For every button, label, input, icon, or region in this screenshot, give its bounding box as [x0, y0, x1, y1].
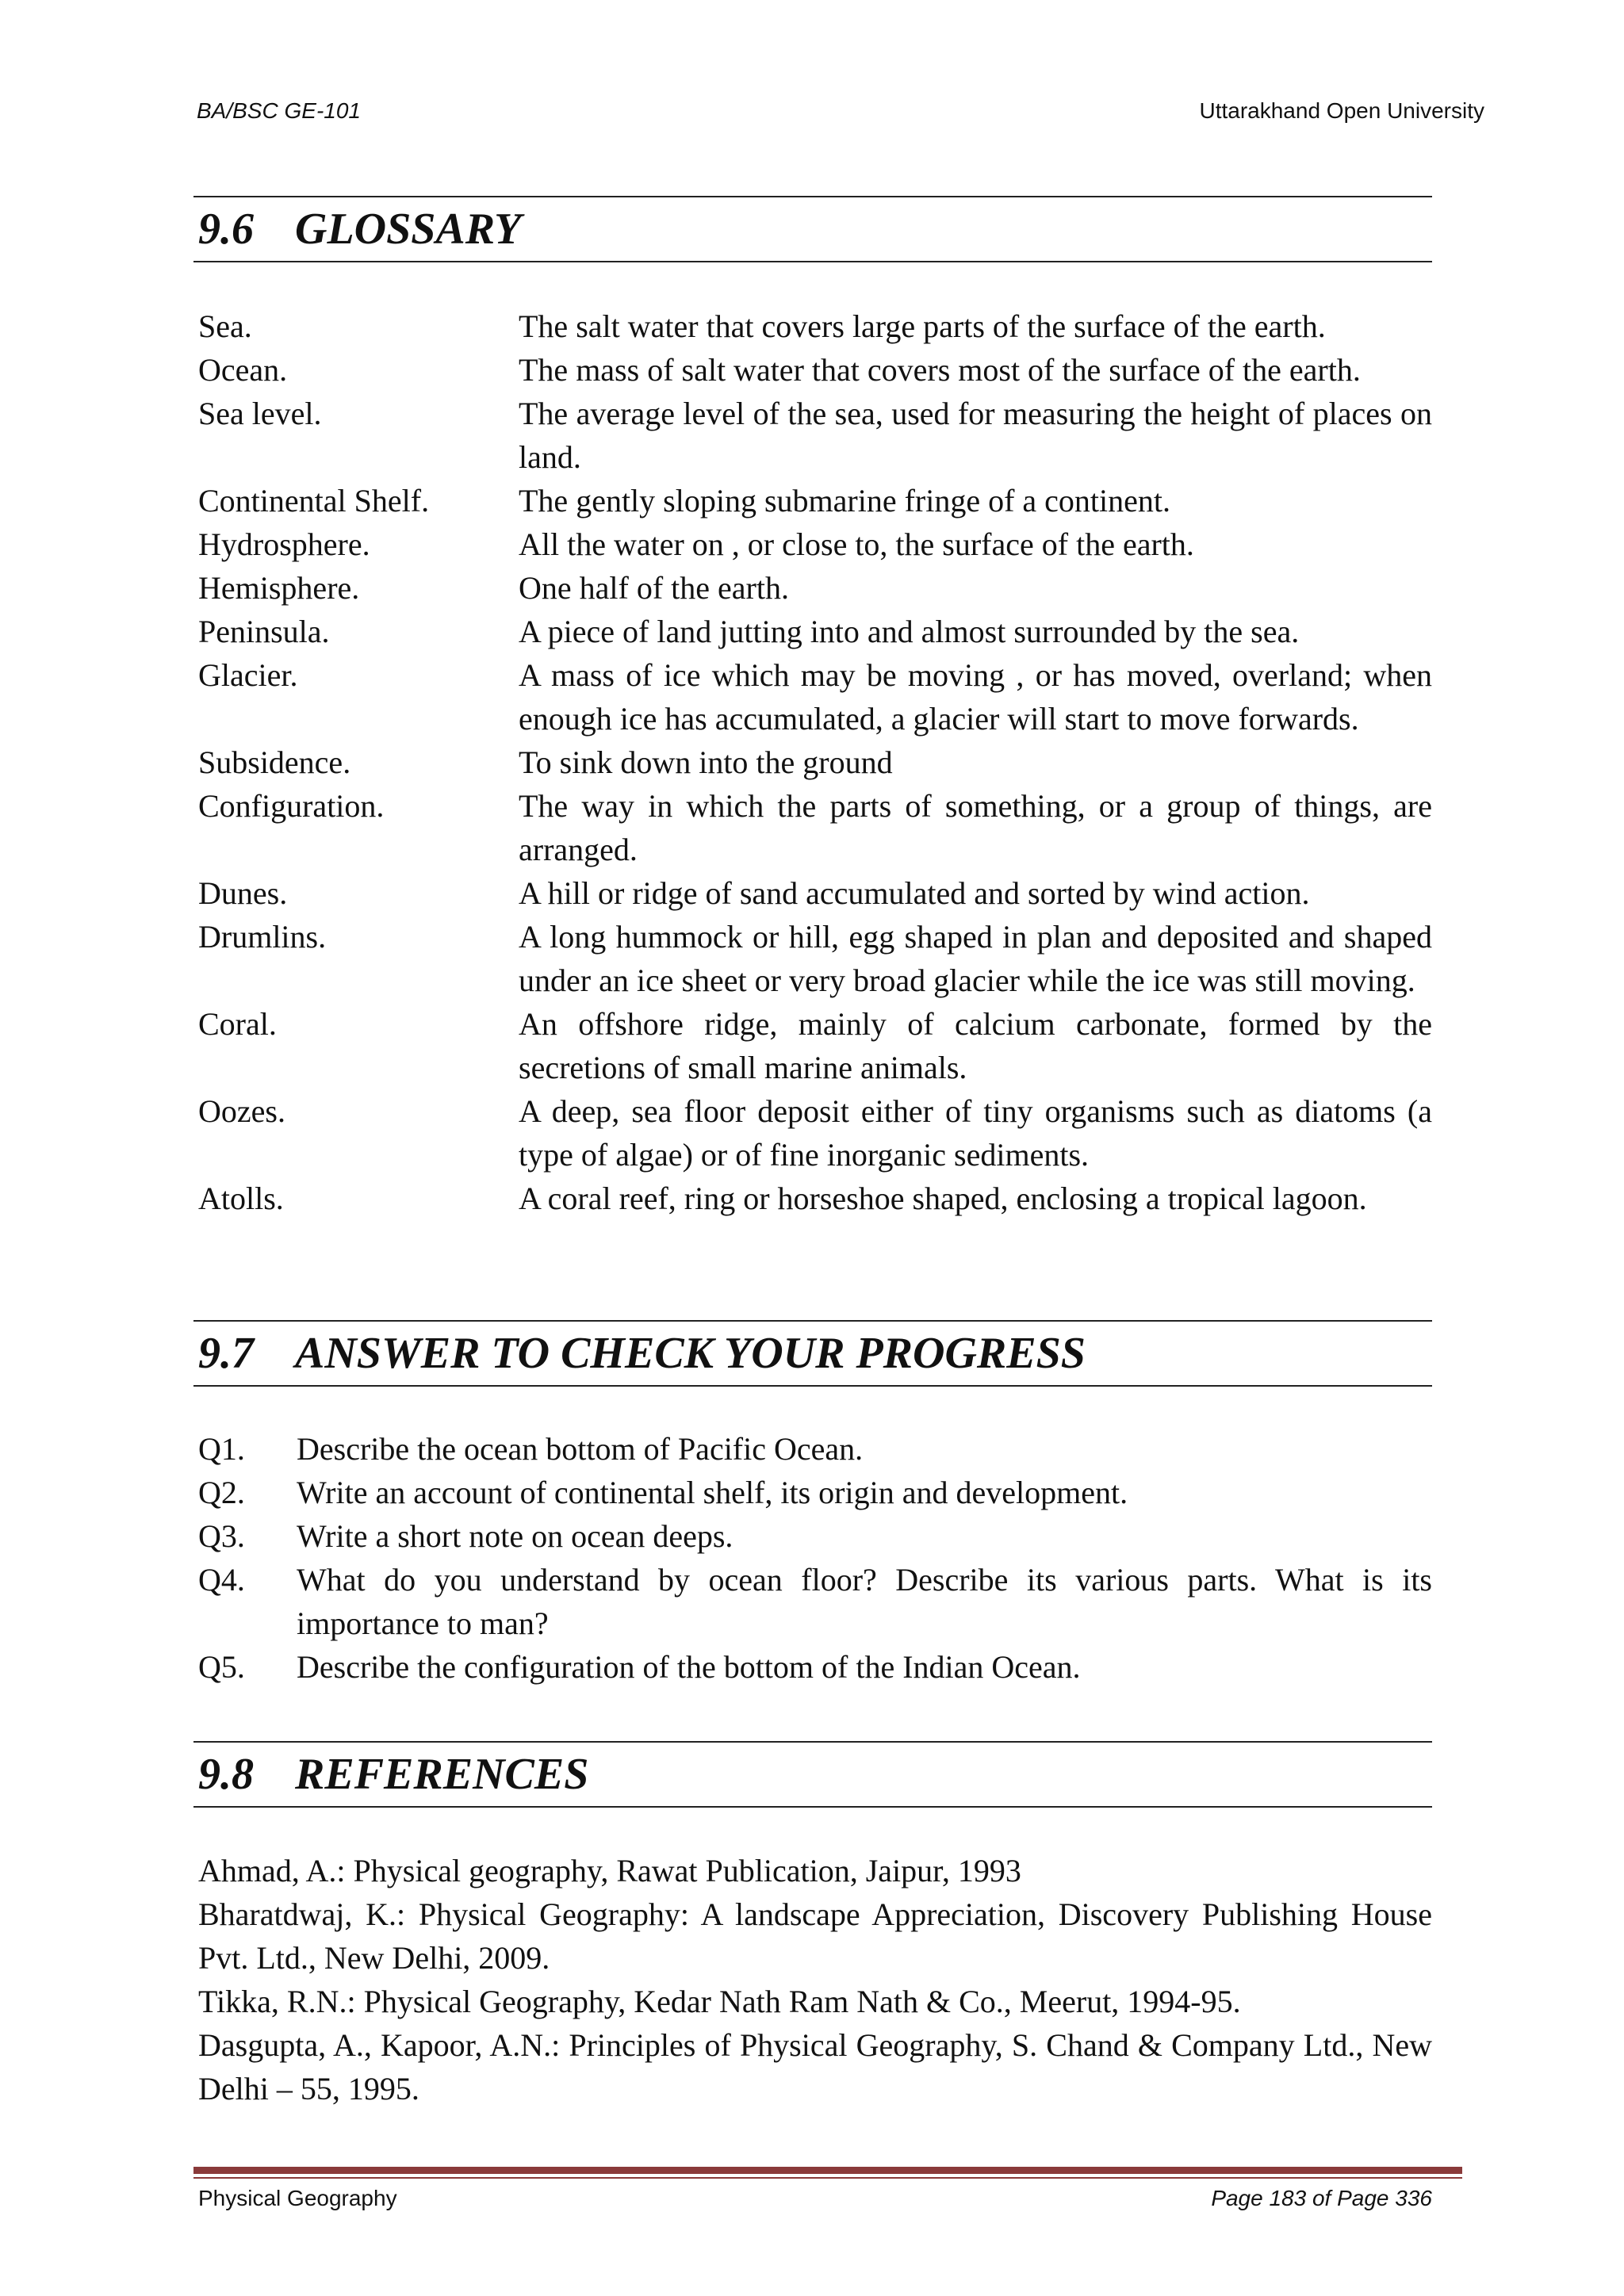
question-text: Write a short note on ocean deeps.: [297, 1518, 733, 1554]
question-text: Describe the ocean bottom of Pacific Ocean.: [297, 1431, 864, 1467]
reference-item: Ahmad, A.: Physical geography, Rawat Publication, Jaipur, 1993: [198, 1853, 1021, 1888]
glossary-term: Hemisphere.: [198, 570, 360, 606]
glossary-definition: One half of the earth.: [519, 570, 789, 606]
question-text: What do you understand by ocean floor? Describe its various parts. What is its importance to man?: [297, 1562, 1432, 1641]
glossary-definition: An offshore ridge, mainly of calcium carbonate, formed by the secretions of small marine animals.: [519, 1006, 1432, 1085]
glossary-list: [198, 304, 1432, 1220]
glossary-definition: A mass of ice which may be moving , or has moved, overland; when enough ice has accumulated, a glacier will start to move forwards.: [519, 657, 1432, 737]
question-item: [198, 1645, 1432, 1689]
section-title: REFERENCES: [295, 1750, 589, 1799]
section-heading-glossary: [193, 196, 1432, 262]
reference-item: Bharatdwaj, K.: Physical Geography: A landscape Appreciation, Discovery Publishing House Pvt. Ltd., New Delhi, 2009.: [198, 1896, 1432, 1976]
reference-list: [198, 1849, 1432, 2110]
university-name: Uttarakhand Open University: [1199, 98, 1484, 123]
question-item: [198, 1427, 1432, 1471]
question-label: Q3.: [198, 1518, 245, 1554]
section-heading-references: [193, 1741, 1432, 1808]
glossary-definition: A coral reef, ring or horseshoe shaped, enclosing a tropical lagoon.: [519, 1181, 1367, 1216]
section-number: 9.8: [198, 1750, 254, 1799]
glossary-entry: [198, 1002, 1432, 1089]
glossary-term: Atolls.: [198, 1181, 284, 1216]
glossary-definition: A piece of land jutting into and almost surrounded by the sea.: [519, 614, 1300, 649]
glossary-entry: [198, 610, 1432, 653]
glossary-definition: All the water on , or close to, the surface of the earth.: [519, 526, 1194, 562]
course-code: BA/BSC GE-101: [197, 98, 361, 123]
question-item: [198, 1514, 1432, 1558]
glossary-definition: The gently sloping submarine fringe of a continent.: [519, 483, 1171, 519]
question-item: [198, 1558, 1432, 1645]
glossary-definition: The mass of salt water that covers most of the surface of the earth.: [519, 352, 1361, 388]
footer-rule: [193, 2167, 1462, 2174]
glossary-term: Sea level.: [198, 396, 322, 431]
footer-rule-thin: [193, 2177, 1462, 2179]
glossary-term: Drumlins.: [198, 919, 327, 955]
glossary-definition: The average level of the sea, used for measuring the height of places on land.: [519, 396, 1432, 475]
glossary-term: Hydrosphere.: [198, 526, 370, 562]
glossary-entry: [198, 522, 1432, 566]
glossary-entry: [198, 1089, 1432, 1177]
question-list: [198, 1427, 1432, 1689]
glossary-entry: [198, 653, 1432, 740]
glossary-definition: A hill or ridge of sand accumulated and sorted by wind action.: [519, 875, 1310, 911]
question-label: Q2.: [198, 1475, 245, 1510]
glossary-entry: [198, 304, 1432, 348]
glossary-entry: [198, 915, 1432, 1002]
question-item: [198, 1471, 1432, 1514]
glossary-term: Continental Shelf.: [198, 483, 430, 519]
glossary-term: Ocean.: [198, 352, 288, 388]
question-text: Describe the configuration of the bottom of the Indian Ocean.: [297, 1649, 1081, 1685]
glossary-definition: A long hummock or hill, egg shaped in plan and deposited and shaped under an ice sheet or very broad glacier while the ice was still moving.: [519, 919, 1432, 998]
question-label: Q4.: [198, 1562, 245, 1598]
glossary-term: Subsidence.: [198, 744, 351, 780]
glossary-definition: The way in which the parts of something, or a group of things, are arranged.: [519, 788, 1432, 867]
glossary-term: Glacier.: [198, 657, 298, 693]
question-label: Q5.: [198, 1649, 245, 1685]
glossary-term: Peninsula.: [198, 614, 330, 649]
glossary-definition: A deep, sea floor deposit either of tiny organisms such as diatoms (a type of algae) or of fine inorganic sediments.: [519, 1093, 1432, 1173]
question-text: Write an account of continental shelf, its origin and development.: [297, 1475, 1128, 1510]
section-number: 9.7: [198, 1329, 254, 1378]
section-title: ANSWER TO CHECK YOUR PROGRESS: [295, 1329, 1086, 1378]
footer-subject: Physical Geography: [198, 2186, 397, 2210]
glossary-entry: [198, 1177, 1432, 1220]
glossary-term: Oozes.: [198, 1093, 285, 1129]
glossary-entry: [198, 740, 1432, 784]
glossary-entry: [198, 392, 1432, 479]
glossary-term: Dunes.: [198, 875, 288, 911]
question-label: Q1.: [198, 1431, 245, 1467]
glossary-entry: [198, 784, 1432, 871]
reference-item: Tikka, R.N.: Physical Geography, Kedar Nath Ram Nath & Co., Meerut, 1994-95.: [198, 1984, 1241, 2019]
section-title: GLOSSARY: [295, 205, 522, 254]
reference-item: Dasgupta, A., Kapoor, A.N.: Principles of Physical Geography, S. Chand & Company Ltd., New Delhi – 55, 1995.: [198, 2027, 1432, 2107]
glossary-term: Sea.: [198, 308, 252, 344]
glossary-term: Configuration.: [198, 788, 385, 824]
glossary-term: Coral.: [198, 1006, 277, 1042]
glossary-entry: [198, 566, 1432, 610]
page-number: Page 183 of Page 336: [1211, 2186, 1432, 2210]
glossary-entry: [198, 479, 1432, 522]
glossary-entry: [198, 348, 1432, 392]
section-number: 9.6: [198, 205, 254, 254]
section-heading-answers: [193, 1320, 1432, 1387]
glossary-definition: To sink down into the ground: [519, 744, 893, 780]
glossary-definition: The salt water that covers large parts of the surface of the earth.: [519, 308, 1326, 344]
glossary-entry: [198, 871, 1432, 915]
